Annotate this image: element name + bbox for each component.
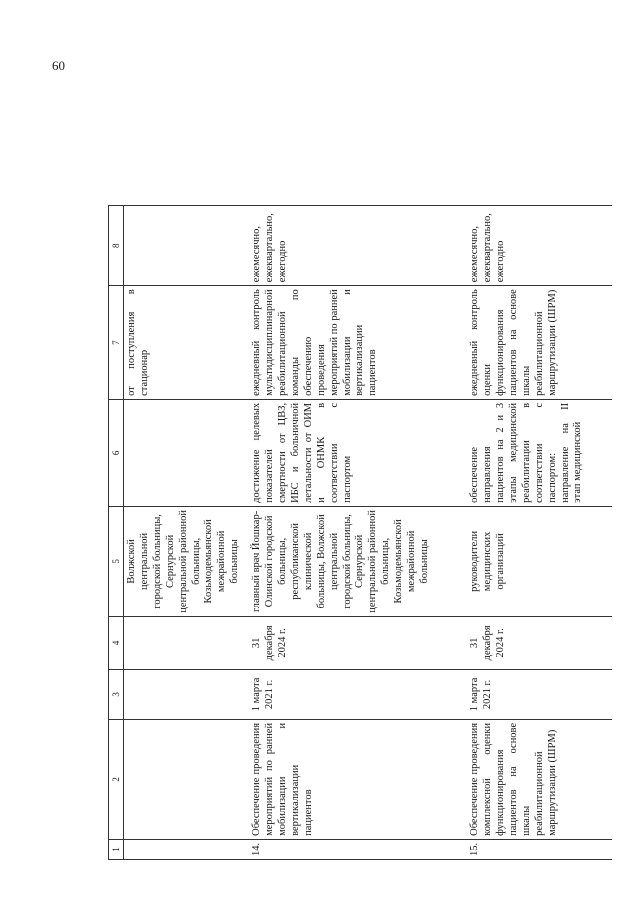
cell-num: 15. [462, 839, 612, 859]
table-row [462, 206, 612, 860]
col-4-header: 4 [109, 616, 124, 669]
measures-table [108, 205, 612, 860]
col-5-header: 5 [109, 506, 124, 616]
col-3-header: 3 [109, 669, 124, 719]
cell-frequency: ежемесячно, ежеквартально, ежегодно [244, 206, 462, 286]
col-6-header: 6 [109, 399, 124, 506]
cell-frequency: ежемесячно, ежеквартально, ежегодно [462, 206, 612, 286]
cell-result: обеспечение направления пациентов на 2 и 3 этапы медицинской реабилитации в соответствии с паспортом: направление на II этап медицинской [462, 399, 612, 506]
col-1-header: 1 [109, 839, 124, 859]
column-number-row [109, 206, 124, 860]
cell-result: достижение целевых показателей смертности от ЦВЗ, ИБС и больничной летальности от ОИМ и ОНМК в соответствии с паспортом [244, 399, 462, 506]
cell-end: 31 декабря 2024 г. [462, 616, 612, 669]
col-7-header: 7 [109, 286, 124, 400]
cell-executors: руководители медицинских организаций [462, 506, 612, 616]
cell-measure [124, 719, 245, 839]
cell-result [124, 399, 245, 506]
cell-measure: Обеспечение проведения комплексной оценки функционирования пациентов на основе шкалы реабилитационной маршрутизации (ШРМ) [462, 719, 612, 839]
cell-start: 1 марта 2021 г. [244, 669, 462, 719]
cell-control: от поступления в стационар [124, 286, 245, 400]
cell-end [124, 616, 245, 669]
col-2-header: 2 [109, 719, 124, 839]
page-number: 60 [52, 58, 65, 73]
cell-executors: Волжской центральной городской больницы, Сернурской центральной районной больницы, Козьмодемьянской межрайонной больницы [124, 506, 245, 616]
cell-end: 31 декабря 2024 г. [244, 616, 462, 669]
cell-measure: Обеспечение проведения мероприятий по ранней мобилизации и вертикализации пациентов [244, 719, 462, 839]
cell-executors: главный врач Йошкар-Олинской городской больницы, республиканской клинической больницы, Волжской центральной городской больницы, Сернурской центральной районной больницы, Козьмодемьянской межрайонной больницы [244, 506, 462, 616]
cell-control: ежедневный контроль мультидисциплинарной реабилитационной команды по обеспечению проведения мероприятий по ранней мобилизации и вертикализации пациентов [244, 286, 462, 400]
table-row [244, 206, 462, 860]
cell-num [124, 839, 245, 859]
cell-frequency [124, 206, 245, 286]
continuation-row [124, 206, 245, 860]
cell-num: 14. [244, 839, 462, 859]
col-8-header: 8 [109, 206, 124, 286]
cell-start [124, 669, 245, 719]
cell-start: 1 марта 2021 г. [462, 669, 612, 719]
cell-control: ежедневный контроль оценки функционирования пациентов на основе шкалы реабилитационной маршрутизации (ШРМ) [462, 286, 612, 400]
